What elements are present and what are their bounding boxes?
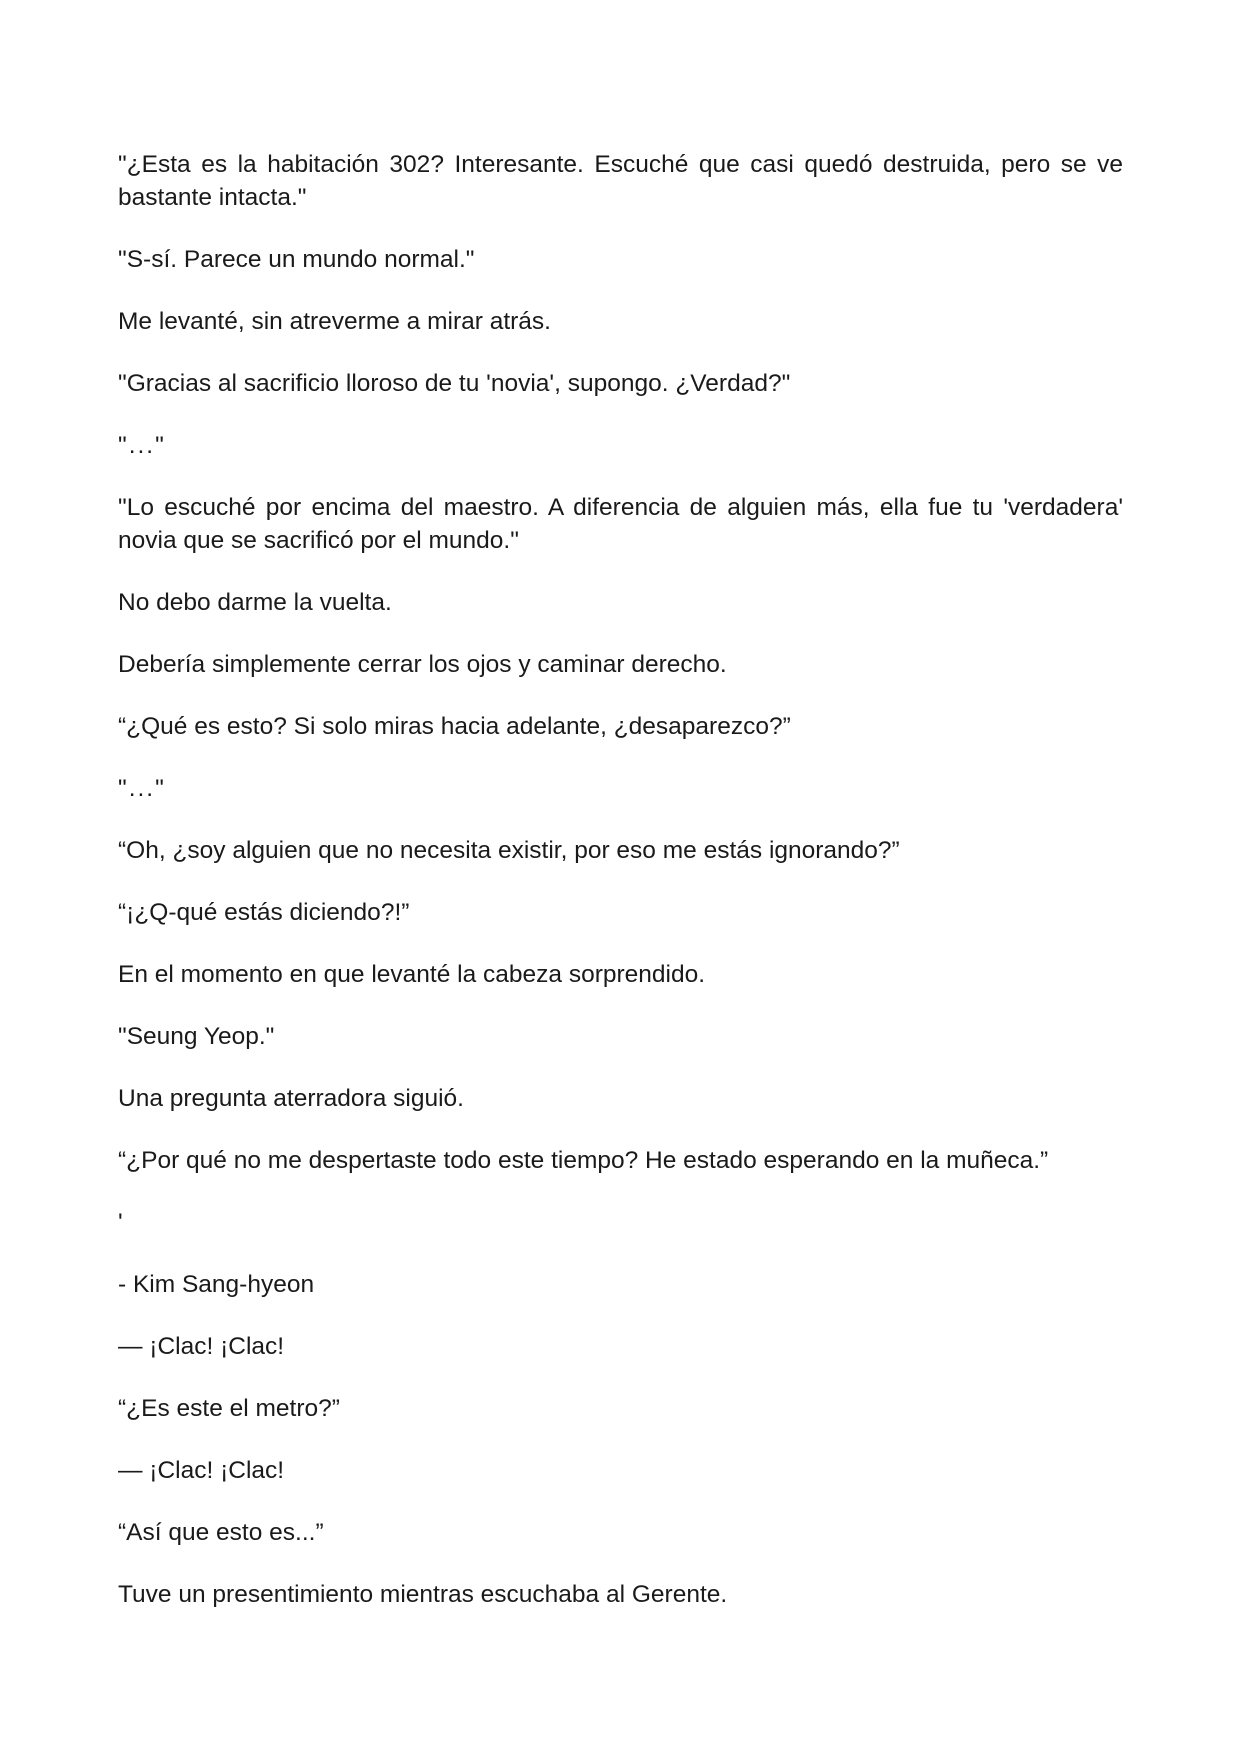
paragraph: “Oh, ¿soy alguien que no necesita existir, por eso me estás ignorando?”	[118, 837, 900, 864]
paragraph: Debería simplemente cerrar los ojos y caminar derecho.	[118, 651, 727, 678]
paragraph: “¡¿Q-qué estás diciendo?!”	[118, 899, 410, 926]
paragraph: Tuve un presentimiento mientras escuchaba al Gerente.	[118, 1581, 728, 1608]
paragraph: — ¡Clac! ¡Clac!	[118, 1333, 285, 1360]
paragraph: “¿Por qué no me despertaste todo este tiempo? He estado esperando en la muñeca.”	[118, 1147, 1049, 1174]
paragraph: En el momento en que levanté la cabeza sorprendido.	[118, 961, 706, 988]
document-body	[118, 148, 1123, 1640]
paragraph: "Lo escuché por encima del maestro. A diferencia de alguien más, ella fue tu 'verdadera' novia que se sacrificó por el mundo."	[118, 494, 1123, 554]
paragraph: "..."	[118, 432, 166, 459]
paragraph: Una pregunta aterradora siguió.	[118, 1085, 464, 1112]
paragraph: No debo darme la vuelta.	[118, 589, 392, 616]
paragraph: "¿Esta es la habitación 302? Interesante. Escuché que casi quedó destruida, pero se ve bastante intacta."	[118, 151, 1123, 211]
paragraph: "S-sí. Parece un mundo normal."	[118, 246, 475, 273]
paragraph: "Gracias al sacrificio lloroso de tu 'novia', supongo. ¿Verdad?"	[118, 370, 791, 397]
paragraph: “Así que esto es...”	[118, 1519, 324, 1546]
paragraph: “¿Qué es esto? Si solo miras hacia adelante, ¿desaparezco?”	[118, 713, 791, 740]
paragraph: - Kim Sang-hyeon	[118, 1271, 315, 1298]
paragraph: '	[118, 1209, 123, 1236]
paragraph: — ¡Clac! ¡Clac!	[118, 1457, 285, 1484]
paragraph: "..."	[118, 775, 166, 802]
paragraph: Me levanté, sin atreverme a mirar atrás.	[118, 308, 551, 335]
paragraph: “¿Es este el metro?”	[118, 1395, 340, 1422]
paragraph: "Seung Yeop."	[118, 1023, 275, 1050]
